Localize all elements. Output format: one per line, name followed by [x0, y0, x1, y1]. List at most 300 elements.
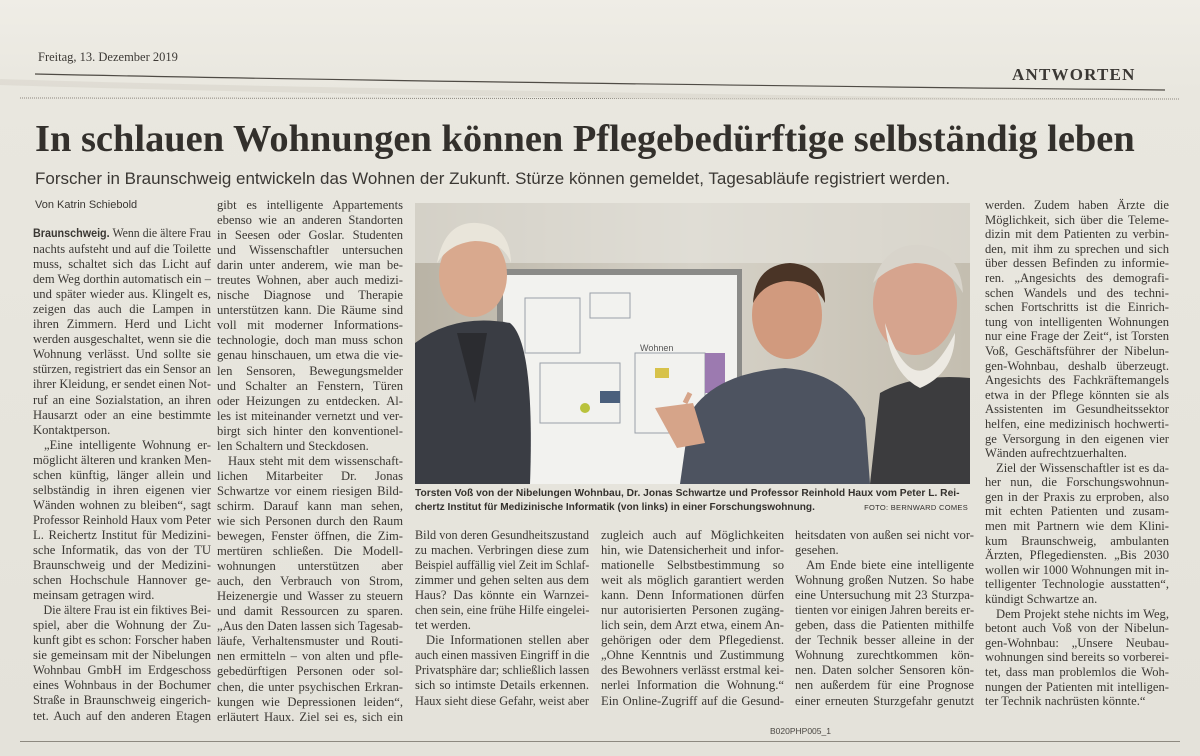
photo-caption [415, 487, 970, 515]
line-text: etwa in der Pflege könnten sie als [985, 387, 1169, 402]
line-text: kann. Denn Informationen dürfen [601, 588, 784, 603]
paragraph [415, 633, 589, 708]
text-line [985, 344, 1169, 359]
line-text: kunft gibt es schon: Forscher haben [33, 633, 212, 648]
line-text: les ist miteinander vernetzt und ver- [217, 408, 403, 423]
text-line [33, 543, 211, 558]
text-line [415, 603, 589, 618]
line-text: Wenn die ältere Frau [112, 226, 212, 240]
text-line [33, 453, 211, 468]
text-line [985, 534, 1169, 549]
text-line [33, 588, 211, 603]
line-text: sche Informatik, das von der TU [33, 542, 211, 557]
text-line [217, 394, 403, 409]
text-line [985, 432, 1169, 447]
text-line [33, 709, 211, 724]
line-text: genau hinschauen, um etwa die vie- [217, 348, 403, 363]
line-text: ren. „Angesichts des demografi- [985, 270, 1169, 285]
line-text: Assistenten im Gesundheitssektor [985, 402, 1169, 417]
line-text: darin unter anderem, wie man be- [217, 258, 403, 273]
text-line [217, 574, 403, 589]
text-line [415, 633, 589, 648]
article-column-4 [601, 528, 784, 709]
paragraph [217, 454, 403, 725]
line-text: des Bewohners verlässt erstmal kei- [601, 663, 784, 678]
paragraph [795, 528, 974, 558]
line-text: gibt es intelligente Appartements [217, 198, 403, 212]
text-line [33, 618, 211, 633]
line-text: kungen wie Depressionen leiden“, [217, 694, 403, 709]
text-line [217, 484, 403, 499]
text-line [33, 678, 211, 693]
line-text: Hausarzt oder an eine bestimmte [33, 407, 211, 422]
line-text: nen. Daten solcher Sensoren kön- [795, 663, 974, 678]
text-line [795, 618, 974, 633]
line-text: Schwartze vor einem riesigen Bild- [217, 483, 403, 498]
text-line [985, 636, 1169, 651]
line-text: gen-Wohnbau, deshalb überzeugt. [985, 358, 1169, 373]
text-line [985, 446, 1169, 461]
line-text: tienten vor einigen Jahren bereits er- [795, 603, 975, 618]
text-line [985, 694, 1169, 709]
text-line [217, 619, 403, 634]
line-text: zimmer und gehen selten aus dem [415, 573, 589, 588]
line-text: Straße in Braunschweig eingerich- [33, 693, 211, 708]
paragraph [985, 461, 1169, 607]
text-line [217, 710, 403, 725]
text-line [217, 529, 403, 544]
line-text: auch einen massiven Eingriff in die [415, 648, 590, 663]
line-text: tung von intelligenten Wohnungen [985, 314, 1169, 329]
line-text: Die ältere Frau ist ein fiktives Bei- [43, 603, 211, 618]
text-line [795, 558, 974, 573]
text-line [985, 504, 1169, 519]
line-text: möglicht älteren und kranken Men- [33, 452, 212, 467]
text-line [985, 607, 1169, 622]
line-text: dem Weg dorthin automatisch ein – [33, 272, 211, 287]
line-text: nen ermitteln – von alten und pfle- [217, 649, 403, 664]
line-text: Ärzten, Pflegediensten. „Bis 2030 [985, 548, 1169, 563]
line-text: und Wissenschaftler untersuchen [217, 243, 403, 258]
text-line [217, 439, 403, 454]
paragraph [33, 226, 211, 438]
text-line [217, 409, 403, 424]
line-text: der Technik besser alleine in der [795, 633, 974, 648]
text-line [217, 634, 403, 649]
text-line [415, 663, 589, 678]
line-text: nen außerdem für eine Prognose [795, 678, 974, 693]
line-text: ebenso wie an anderen Standorten [217, 213, 403, 228]
paragraph [33, 603, 211, 723]
text-line [217, 469, 403, 484]
issue-date: Freitag, 13. Dezember 2019 [38, 50, 178, 64]
line-text: Bild von deren Gesundheitszustand [415, 528, 589, 542]
text-line [33, 317, 211, 332]
article-column-2 [217, 198, 403, 725]
line-text: men mit Partnern wie dem Klini- [985, 519, 1169, 534]
line-text: gen in der Praxis zu erproben, also [985, 489, 1169, 504]
line-text: in Seesen oder Goslar. Studenten [217, 228, 403, 243]
text-line [33, 648, 211, 663]
text-line [217, 364, 403, 379]
text-line [33, 408, 211, 423]
text-line [415, 573, 589, 588]
text-line [795, 588, 974, 603]
text-line [217, 695, 403, 710]
text-line [415, 618, 589, 633]
line-text: helfen, eine medizinisch hochwerti- [985, 416, 1169, 431]
text-line [33, 498, 211, 513]
line-text: telligenter Technologie ausstatten“, [985, 577, 1169, 592]
line-text: Haus? Das könnte ein Warnzei- [415, 588, 589, 603]
text-line [217, 379, 403, 394]
subtitle: Forscher in Braunschweig entwickeln das Wohnen der Zukunft. Stürze können gemeldet, Tagesabläufe registriert werden. [35, 170, 951, 188]
line-text: Möglichkeit, sich über die Teleme- [985, 212, 1169, 227]
text-line [795, 603, 974, 618]
text-line [985, 519, 1169, 534]
line-text: zu machen. Verbringen diese zum [415, 543, 589, 558]
text-line [985, 315, 1169, 330]
text-line [985, 213, 1169, 228]
text-line [985, 621, 1169, 636]
line-text: mationelle Selbstbestimmung so [601, 558, 784, 573]
text-line [985, 475, 1169, 490]
paragraph [33, 438, 211, 604]
line-text: technologie, doch man muss schon [217, 333, 403, 348]
line-text: einer erneuten Sturzgefahr genutzt [795, 693, 974, 708]
byline: Von Katrin Schiebold [35, 199, 138, 211]
line-text: chen sein, eine frühe Hilfe eingelei- [415, 603, 590, 618]
text-line [217, 664, 403, 679]
line-text: Braunschweig und der Medizini- [33, 558, 211, 573]
line-text: hin, wie Datensicherheit und infor- [601, 543, 784, 558]
text-line [985, 577, 1169, 592]
text-line [33, 513, 211, 528]
text-line [601, 588, 784, 603]
text-line [601, 573, 784, 588]
text-line [217, 454, 403, 469]
line-text: wohnungen sind bereits so vorberei- [985, 650, 1169, 665]
text-line [985, 548, 1169, 563]
line-text: schirm. Darauf kann man sehen, [217, 498, 403, 513]
text-line [33, 573, 211, 588]
text-line [33, 483, 211, 498]
line-text: Wohnung zurechtkommen kön- [795, 648, 974, 663]
line-text: läufe, Verhaltensmuster und Routi- [217, 634, 403, 649]
text-line [33, 226, 211, 242]
line-text: betont auch Voß von der Nibelun- [985, 621, 1169, 636]
text-line [33, 242, 211, 257]
line-text: Angesichts des Fachkräftemangels [985, 373, 1169, 388]
dateline: Braunschweig. [33, 228, 110, 240]
text-line [33, 558, 211, 573]
line-text: Wänden wohnen zu bleiben“, sagt [33, 497, 211, 512]
text-line [33, 693, 211, 708]
paragraph [415, 528, 589, 633]
line-text: lich sein, dem Arzt etwa, einem An- [601, 618, 784, 633]
text-line [217, 514, 403, 529]
text-line [33, 332, 211, 347]
text-line [601, 558, 784, 573]
paragraph [795, 558, 974, 708]
text-line [217, 680, 403, 695]
text-line [601, 528, 784, 543]
line-text: Haux steht mit dem wissenschaft- [228, 453, 403, 468]
line-text: Ziel der Wissenschaftler ist es da- [996, 460, 1169, 475]
line-text: mertüren schließen. Die Modell- [217, 544, 403, 559]
line-text: ter Technik nachrüsten könnte.“ [985, 694, 1146, 709]
line-text: auch, den Verbrauch von Strom, [217, 574, 403, 589]
line-text: ihrer Kleidung, er sendet einen Not- [33, 377, 211, 392]
text-line [985, 198, 1169, 213]
text-line [985, 650, 1169, 665]
text-line [217, 348, 403, 363]
paragraph [985, 198, 1169, 461]
line-text: lichen Mitarbeiter Dr. Jonas [217, 468, 403, 483]
caption-line: Torsten Voß von der Nibelungen Wohnbau, Dr. Jonas Schwartze und Professor Reinhold Haux vom Peter L. Rei- [415, 488, 960, 499]
line-text: muss, schaltet sich das Licht auf [33, 257, 211, 272]
line-text: über dessen Befinden zu informie- [985, 256, 1169, 271]
text-line [985, 402, 1169, 417]
footer-rule [20, 741, 1180, 742]
text-line [33, 468, 211, 483]
text-line [985, 417, 1169, 432]
paragraph [217, 198, 403, 454]
line-text: nachts aufsteht und auf die Toilette [33, 242, 211, 257]
line-text: und später wieder aus. Klingelt es, [33, 287, 211, 302]
line-text: ruf an eine Sozialstation, an ihren [33, 392, 211, 407]
line-text: meinsam getragen wird. [33, 588, 155, 603]
text-line [33, 302, 211, 317]
line-text: wollen wir 1000 Wohnungen mit in- [985, 562, 1169, 577]
text-line [33, 347, 211, 362]
paragraph [601, 528, 784, 709]
line-text: erläutert Haux. Ziel sei es, sich ein [217, 709, 403, 724]
text-line [33, 633, 211, 648]
text-line [33, 287, 211, 302]
line-text: schen Fortschritts ist die Einrich- [985, 300, 1169, 315]
line-text: Am Ende biete eine intelligente [806, 558, 974, 573]
line-text: wohnungen unterstützen aber [217, 559, 403, 574]
text-line [985, 271, 1169, 286]
text-line [217, 228, 403, 243]
text-line [795, 573, 974, 588]
text-line [33, 257, 211, 272]
line-text: gehörigen oder dem Pflegedienst. [601, 633, 784, 648]
line-text: Professor Reinhold Haux vom Peter [33, 512, 211, 527]
line-text: Voß, Geschäftsführer der Nibelun- [985, 343, 1169, 358]
line-text: len Sensoren, Bewegungsmelder [217, 363, 403, 378]
line-text: gebedürftigen Personen oder sol- [217, 664, 403, 679]
text-line [985, 286, 1169, 301]
line-text: nur eine Frage der Zeit“, ist Torsten [985, 329, 1169, 344]
line-text: Haux sieht diese Gefahr, weist aber [415, 693, 589, 708]
line-text: tet, dass man problemlos die Woh- [985, 665, 1169, 679]
text-line [217, 559, 403, 574]
line-text: kum Braunschweig, ambulanten [985, 533, 1169, 548]
line-text: nische Diagnose und Therapie [217, 288, 403, 303]
line-text: werden. Zudem haben Ärzte die [985, 198, 1169, 212]
text-line [415, 648, 589, 663]
line-text: gen-Wohnbau: „Unsere Neubau- [985, 635, 1169, 650]
text-line [415, 543, 589, 558]
text-line [985, 592, 1169, 607]
line-text: Dem Projekt stehe nichts im Weg, [996, 606, 1169, 621]
line-text: wie sich Personen durch den Raum [217, 513, 403, 528]
line-text: Wohnung großen Nutzen. So habe [795, 573, 974, 588]
text-line [217, 604, 403, 619]
line-text: ge Versorgung in den eigenen vier [985, 431, 1169, 446]
section-title: ANTWORTEN [1012, 65, 1136, 84]
text-line [795, 633, 974, 648]
line-text: selbständig in ihren eigenen vier [33, 482, 211, 497]
line-text: und Schalter an Fenstern, Türen [217, 378, 403, 393]
text-line [985, 359, 1169, 374]
line-text: Kontaktperson. [33, 422, 111, 437]
text-line [985, 563, 1169, 578]
text-line [33, 603, 211, 618]
text-line [33, 393, 211, 408]
text-line [33, 423, 211, 438]
line-text: heitsdaten von außen sei nicht vor- [795, 528, 974, 542]
line-text: geben, dass die Patienten mithilfe [795, 618, 974, 633]
text-line [601, 663, 784, 678]
line-text: sich so intimste Details erkennen. [415, 678, 589, 693]
text-line [217, 198, 403, 213]
text-line [985, 300, 1169, 315]
line-text: Wohnung verlässt. Und sollte sie [33, 347, 211, 362]
text-line [985, 461, 1169, 476]
line-text: mit echten Patienten und zusam- [985, 504, 1169, 519]
text-line [985, 256, 1169, 271]
text-line [33, 377, 211, 392]
text-line [33, 438, 211, 453]
text-line [601, 633, 784, 648]
line-text: bewegen, Fenster öffnen, die Zim- [217, 529, 403, 544]
line-text: treutes Wohnen, aber auch medizi- [217, 273, 403, 288]
article-column-3 [415, 528, 589, 709]
text-line [217, 499, 403, 514]
text-line [33, 528, 211, 543]
screen-label: Wohnen [640, 343, 674, 353]
line-text: kündigt Schwartze an. [985, 592, 1098, 607]
text-line [33, 663, 211, 678]
header-rules [0, 0, 1200, 100]
text-line [217, 213, 403, 228]
line-text: her nun, die Forschungswohnun- [985, 475, 1169, 490]
line-text: ihren Zimmern. Herd und Licht [33, 317, 211, 332]
line-text: Privatsphäre dar; schließlich lassen [415, 663, 590, 678]
text-line [217, 424, 403, 439]
text-line [985, 388, 1169, 403]
text-line [415, 528, 589, 543]
text-line [985, 329, 1169, 344]
text-line [415, 678, 589, 693]
caption-line: chertz Institut für Medizinische Informatik (von links) in einer Forschungswohnung. [415, 502, 815, 513]
line-text: spiel, aber die Wohnung der Zu- [33, 618, 211, 633]
article-column-5 [795, 528, 974, 709]
line-text: voll mit moderner Informations- [217, 318, 403, 333]
text-line [217, 649, 403, 664]
line-text: und damit Ressourcen zu sparen. [217, 604, 403, 619]
line-text: Wohnbau GmbH im Erdgeschoss [33, 663, 211, 678]
line-text: eines Wohnbaus in der Bochumer [33, 678, 211, 693]
text-line [795, 528, 974, 543]
text-line [795, 694, 974, 709]
line-text: stürzen, registriert das ein Sensor an [33, 362, 211, 377]
text-line [985, 227, 1169, 242]
text-line [217, 258, 403, 273]
line-text: len Schaltern und Steckdosen. [217, 438, 369, 453]
line-text: zeigen das auch die Lampen in [33, 302, 211, 317]
article-photo [415, 203, 970, 484]
text-line [985, 373, 1169, 388]
text-line [217, 544, 403, 559]
text-line [415, 588, 589, 603]
text-line [985, 242, 1169, 257]
line-text: Die Informationen stellen aber [426, 633, 589, 648]
line-text: oder Heizungen zu entdecken. Al- [217, 393, 403, 408]
text-line [601, 648, 784, 663]
text-line [217, 243, 403, 258]
text-line [795, 543, 974, 558]
line-text: zugleich auch auf Möglichkeiten [601, 528, 784, 542]
line-text: Wänden aufrechtzuerhalten. [985, 446, 1127, 461]
text-line [601, 543, 784, 558]
line-text: Beispiel auffällig viel Zeit im Schlaf- [415, 558, 590, 573]
paragraph [985, 607, 1169, 709]
line-text: unterstützen kann. Die Räume sind [217, 303, 403, 318]
line-text: weit als möglich garantiert werden [601, 573, 784, 588]
article-column-6 [985, 198, 1169, 709]
line-text: schen künftig, länger allein und [33, 467, 211, 482]
line-text: „Ohne Kenntnis und Zustimmung [601, 648, 784, 663]
text-line [217, 303, 403, 318]
photo-credit: FOTO: BERNWARD COMES [864, 503, 968, 512]
text-line [217, 273, 403, 288]
text-line [985, 490, 1169, 505]
line-text: schen Wandels und des techni- [985, 285, 1169, 300]
line-text: „Aus den Daten lassen sich Tagesab- [217, 619, 403, 634]
line-text: nungen der Patienten mit intelligen- [985, 679, 1169, 694]
text-line [601, 678, 784, 693]
line-text: den, mit ihm zu sprechen und sich [985, 241, 1169, 256]
text-line [795, 678, 974, 693]
line-text: „Eine intelligente Wohnung er- [44, 437, 211, 452]
text-line [415, 694, 589, 709]
text-line [795, 648, 974, 663]
text-line [601, 618, 784, 633]
line-text: chen, die unter psychischen Erkran- [217, 679, 403, 694]
line-text: birgt sich hinter den konventionel- [217, 423, 403, 438]
line-text: nur autorisierten Personen zugäng- [601, 603, 784, 618]
line-text: werden ausgeschaltet, wenn sie die [33, 332, 211, 347]
line-text: gesehen. [795, 543, 839, 558]
text-line [33, 362, 211, 377]
text-line [217, 589, 403, 604]
text-line [217, 318, 403, 333]
text-line [795, 663, 974, 678]
line-text: nerlei Information die Wohnung.“ [601, 678, 784, 693]
line-text: Heizenergie und Wasser zu steuern [217, 589, 403, 604]
page-code: B020PHP005_1 [770, 726, 831, 736]
headline: In schlauen Wohnungen können Pflegebedürftige selbständig leben [35, 118, 1135, 160]
line-text: schen Hochschule Hannover ge- [33, 573, 211, 588]
line-text: eine Untersuchung mit 23 Sturzpa- [795, 588, 974, 603]
text-line [217, 333, 403, 348]
line-text: Ein Online-Zugriff auf die Gesund- [601, 693, 784, 708]
text-line [601, 603, 784, 618]
